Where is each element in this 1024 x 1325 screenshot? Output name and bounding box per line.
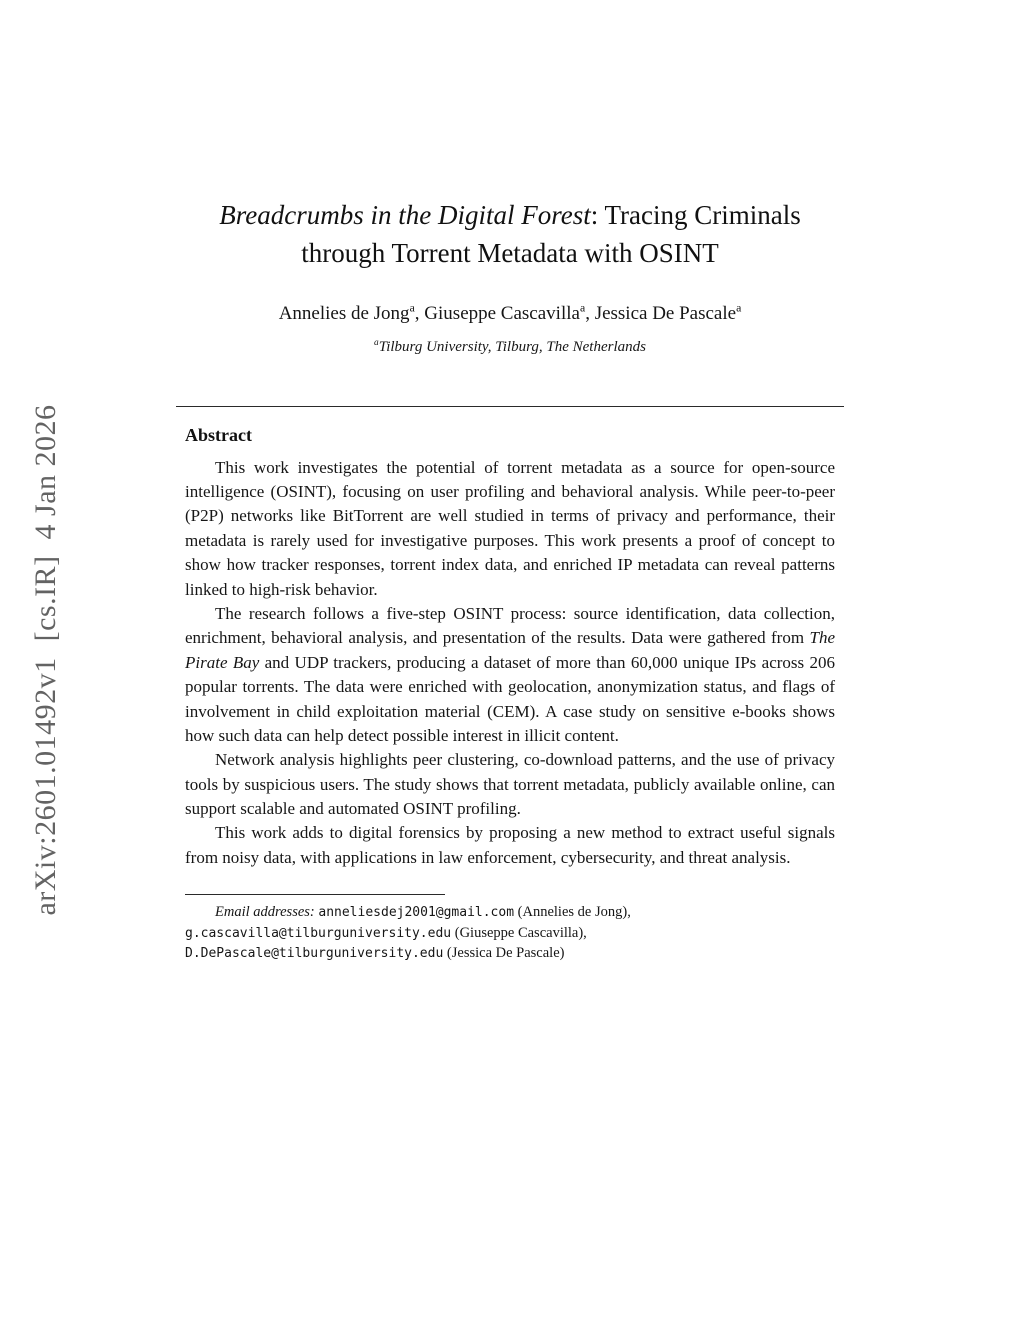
paper-title bbox=[185, 197, 835, 273]
abstract-divider bbox=[176, 406, 844, 407]
author-line bbox=[185, 303, 835, 325]
arxiv-watermark: arXiv:2601.01492v1 [cs.IR] 4 Jan 2026 bbox=[29, 404, 62, 916]
paragraph-text: The research follows a five-step OSINT process: source identification, data collection, enrichment, behavioral analysis, and presentation of the results. Data were gathered from bbox=[185, 603, 835, 648]
footnote-divider bbox=[185, 894, 445, 895]
title-line-2: through Torrent Metadata with OSINT bbox=[301, 237, 719, 268]
author-name: Giuseppe Cascavilla bbox=[424, 302, 580, 324]
email-owner: (Jessica De Pascale) bbox=[443, 944, 565, 961]
author-separator: , bbox=[414, 302, 425, 324]
abstract-paragraph-1: This work investigates the potential of torrent metadata as a source for open-source intelligence (OSINT), focusing on user profiling and behavioral analysis. While peer-to-peer (P2P) networks like BitTorrent are well studied in terms of privacy and performance, their metadata is rarely used for investigative purposes. This work presents a proof of concept to show how tracker responses, torrent index data, and enriched IP metadata can reveal patterns linked to high-risk behavior. bbox=[185, 457, 835, 599]
author-name: Jessica De Pascale bbox=[594, 302, 737, 324]
footnote-line bbox=[185, 923, 835, 943]
author-name: Annelies de Jong bbox=[278, 302, 410, 324]
abstract-paragraph-3: Network analysis highlights peer clustering, co-download patterns, and the use of privacy tools by suspicious users. The study shows that torrent metadata, publicly available online, can support scalable and automated OSINT profiling. bbox=[185, 750, 835, 819]
email-addresses-label: Email addresses: bbox=[215, 904, 319, 921]
affiliation-text: Tilburg University, Tilburg, The Netherlands bbox=[378, 338, 646, 355]
email-address: anneliesdej2001@gmail.com bbox=[318, 905, 515, 921]
author-separator: , bbox=[585, 302, 595, 324]
paragraph-text: and UDP trackers, producing a dataset of more than 60,000 unique IPs across 206 popular torrents. The data were enriched with geolocation, anonymization status, and flags of involvement in child exploitation material (CEM). A case study on sensitive e-books shows how such data can help detect possible interest in illicit content. bbox=[185, 652, 835, 745]
abstract-paragraph-4: This work adds to digital forensics by proposing a new method to extract useful signals from noisy data, with applications in law enforcement, cybersecurity, and threat analysis. bbox=[185, 823, 835, 867]
title-italic-part: Breadcrumbs in the Digital Forest bbox=[219, 200, 591, 230]
email-address: g.cascavilla@tilburguniversity.edu bbox=[185, 925, 452, 941]
author-affiliation-mark: a bbox=[736, 301, 742, 315]
abstract-paragraph-2 bbox=[185, 602, 835, 748]
pirate-bay-italic: The Pirate Bay bbox=[185, 628, 835, 672]
footnote-line bbox=[185, 902, 835, 922]
author-affiliation-mark: a bbox=[579, 301, 586, 315]
email-owner: (Annelies de Jong), bbox=[514, 904, 631, 921]
author-affiliation-mark: a bbox=[409, 301, 415, 315]
email-address: D.DePascale@tilburguniversity.edu bbox=[185, 945, 444, 961]
footnote-block bbox=[185, 894, 835, 963]
affiliation-line bbox=[185, 339, 835, 356]
abstract-heading: Abstract bbox=[185, 424, 252, 445]
affiliation-mark: a bbox=[374, 337, 379, 348]
paper-content bbox=[185, 0, 835, 963]
title-regular-part: : Tracing Criminals bbox=[590, 200, 801, 230]
footnote-line bbox=[185, 943, 835, 963]
email-owner: (Giuseppe Cascavilla), bbox=[451, 924, 587, 941]
